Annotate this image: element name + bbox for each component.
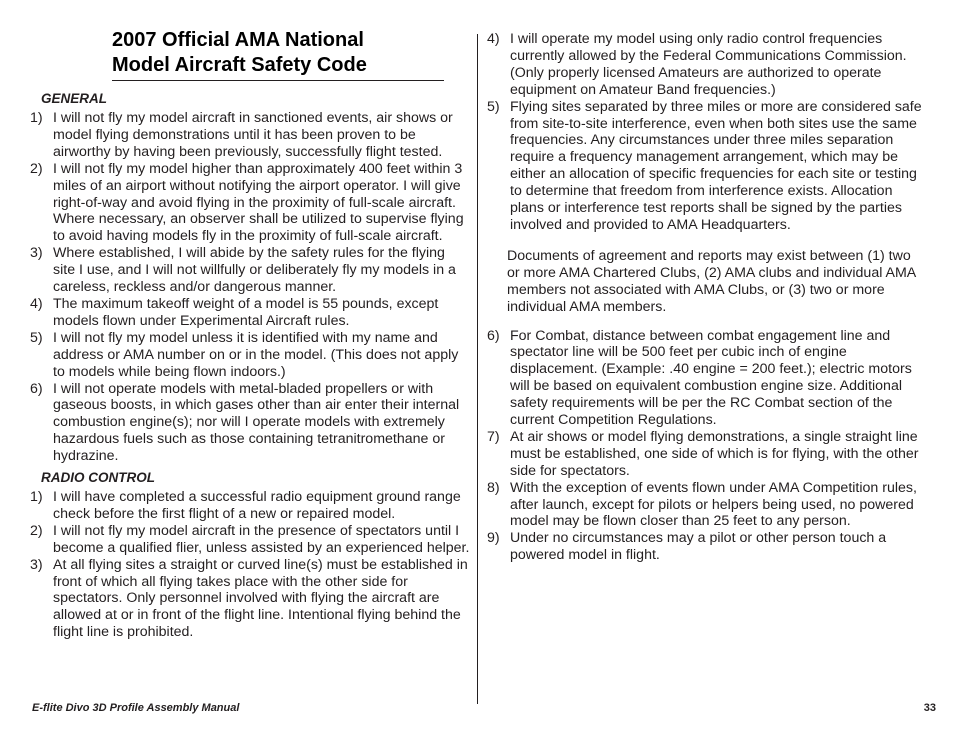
rule-number: 2) bbox=[30, 160, 43, 177]
rule-text: For Combat, distance between combat engagement line and spectator line will be 500 feet per cubic inch of engine displacement. (Example: .40 engine = 200 feet.); electric motors will be based on equivalent combustion engine size. Additional safety requirements will be per the RC Combat section of the current Competition Regulations. bbox=[510, 327, 912, 429]
rc-rule-2 bbox=[30, 523, 470, 557]
radio-control-heading: RADIO CONTROL bbox=[41, 470, 155, 486]
rule-text: I will operate my model using only radio control frequencies currently allowed by the Federal Communications Commission. (Only properly licensed Amateurs are authorized to operate equipment on Amateur Band frequencies.) bbox=[510, 31, 907, 98]
general-heading: GENERAL bbox=[41, 91, 108, 106]
general-rule-2 bbox=[30, 161, 470, 246]
radio-control-rules-final bbox=[487, 328, 927, 565]
rule-text: I will not fly my model aircraft in sanctioned events, air shows or model flying demonstrations until it has been proven to be airworthy by having been previously, successfully flight tested. bbox=[53, 110, 453, 160]
general-rule-6 bbox=[30, 381, 470, 466]
radio-control-rules-continued bbox=[487, 31, 927, 234]
rule-text: At all flying sites a straight or curved line(s) must be established in front of which all flying takes place with the other side for spectators. Only personnel involved with flying the aircraft are allowed at or in front of the flight line. Intentional flying behind the flight line is prohibited. bbox=[53, 556, 468, 641]
general-rule-4 bbox=[30, 296, 470, 330]
footer-page-number: 33 bbox=[923, 702, 936, 714]
rule-number: 8) bbox=[487, 479, 500, 496]
footer-manual-title: E-flite Divo 3D Profile Assembly Manual bbox=[32, 702, 240, 714]
rc-rule-6 bbox=[487, 328, 927, 429]
rule-number: 5) bbox=[30, 329, 43, 346]
rule-number: 2) bbox=[30, 522, 43, 539]
rule-text: With the exception of events flown under AMA Competition rules, after launch, except for pilots or helpers being used, no powered model may be flown closer than 25 feet to any person. bbox=[510, 479, 917, 530]
rule-text: Where established, I will abide by the safety rules for the flying site I use, and I will not willfully or deliberately fly my models in a careless, reckless and/or dangerous manner. bbox=[53, 245, 456, 296]
rule-text: I will not fly my model aircraft in the presence of spectators until I become a qualified flier, unless assisted by an experienced helper. bbox=[53, 522, 470, 556]
rc-rule-5 bbox=[487, 99, 927, 234]
page-title-line-1: 2007 Official AMA National bbox=[112, 29, 364, 51]
general-rule-5 bbox=[30, 330, 470, 381]
rule-number: 1) bbox=[30, 489, 43, 506]
rc-rule-9 bbox=[487, 530, 927, 564]
right-column bbox=[487, 31, 927, 564]
rc-rule-4 bbox=[487, 31, 927, 99]
page-title bbox=[112, 28, 442, 78]
rule-number: 3) bbox=[30, 245, 43, 262]
rule-number: 4) bbox=[30, 295, 43, 312]
rule-number: 6) bbox=[487, 327, 500, 344]
rule-number: 7) bbox=[487, 428, 500, 445]
general-rules-list bbox=[30, 110, 470, 465]
general-rule-3 bbox=[30, 245, 470, 296]
rule-text: At air shows or model flying demonstrations, a single straight line must be established, one side of which is for flying, with the other side for spectators. bbox=[510, 428, 919, 479]
title-underline bbox=[112, 80, 444, 81]
rule-number: 4) bbox=[487, 31, 500, 47]
agreement-note: Documents of agreement and reports may exist between (1) two or more AMA Chartered Clubs, (2) AMA clubs and individual AMA members not associated with AMA Clubs, or (3) two or more individual AMA members. bbox=[507, 247, 916, 315]
rc-rule-7 bbox=[487, 429, 927, 480]
rule-text: Flying sites separated by three miles or more are considered safe from site-to-site interference, even when both sites use the same frequencies. Any circumstances under three miles separation require a frequency management arrangement, which may be either an allocation of specific frequencies for each site or testing to determine that freedom from interference exists. Allocation plans or interference test reports shall be signed by the parties involved and provided to AMA Headquarters. bbox=[510, 98, 922, 233]
rule-text: I will not operate models with metal-bladed propellers or with gaseous boosts, in which gases other than air enter their internal combustion engine(s); nor will I operate models with extremely hazardous fuels such as those containing tetranitromethane or hydrazine. bbox=[53, 380, 460, 465]
rule-text: The maximum takeoff weight of a model is 55 pounds, except models flown under Experimental Aircraft rules. bbox=[53, 295, 439, 329]
rc-rule-3 bbox=[30, 557, 470, 642]
rc-rule-8 bbox=[487, 480, 927, 531]
rule-text: I will not fly my model unless it is identified with my name and address or AMA number on or in the model. (This does not apply to models while being flown indoors.) bbox=[53, 329, 459, 380]
rule-text: I will have completed a successful radio equipment ground range check before the first flight of a new or repaired model. bbox=[53, 489, 461, 522]
page-title-line-2: Model Aircraft Safety Code bbox=[112, 54, 367, 76]
rule-number: 6) bbox=[30, 380, 43, 397]
rule-number: 1) bbox=[30, 110, 43, 126]
rule-number: 9) bbox=[487, 530, 500, 547]
rule-number: 3) bbox=[30, 556, 43, 573]
rc-rule-1 bbox=[30, 489, 470, 523]
left-column bbox=[30, 90, 470, 641]
rule-text: I will not fly my model higher than approximately 400 feet within 3 miles of an airport without notifying the airport operator. I will give right-of-way and avoid flying in the proximity of full-scale aircraft. Where necessary, an observer shall be utilized to supervise flying to avoid having models fly in the proximity of full-scale aircraft. bbox=[53, 160, 464, 245]
column-divider bbox=[477, 34, 478, 704]
radio-control-rules-list bbox=[30, 489, 470, 641]
general-rule-1 bbox=[30, 110, 470, 161]
rule-number: 5) bbox=[487, 98, 500, 115]
rule-text: Under no circumstances may a pilot or other person touch a powered model in flight. bbox=[510, 530, 887, 564]
